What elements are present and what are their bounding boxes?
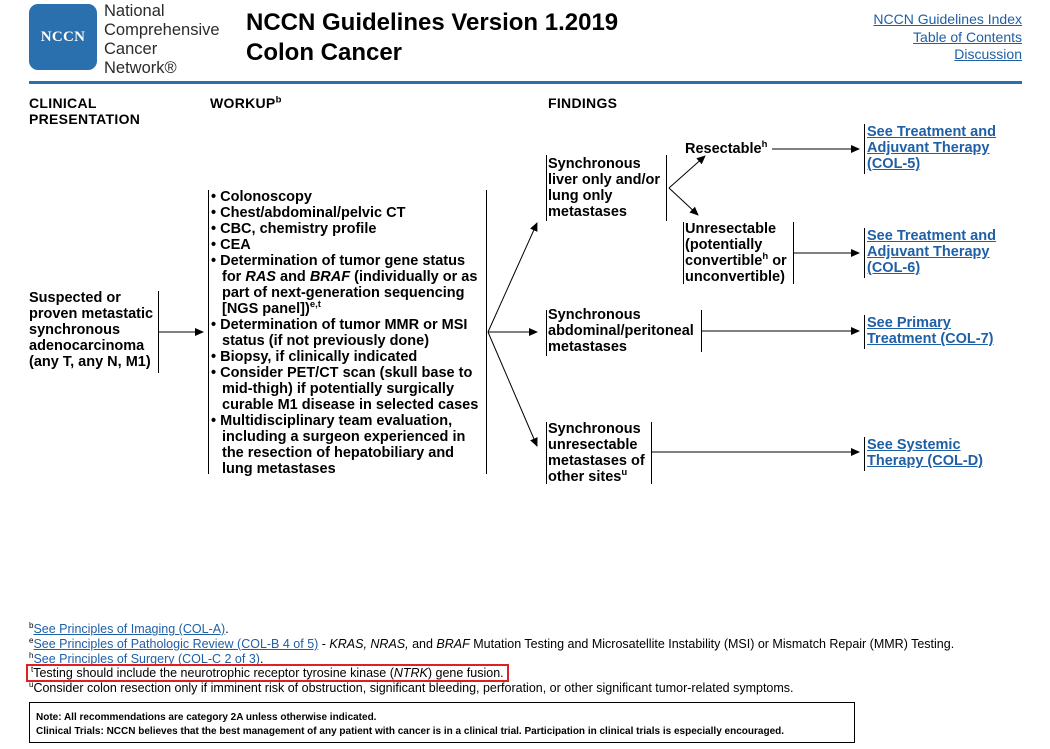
- finding-text: Synchronous unresectable metastases of other sites: [548, 421, 645, 485]
- col7-link[interactable]: [867, 315, 1007, 347]
- footnote-mark: t: [31, 664, 34, 674]
- footnote-u: [29, 681, 794, 696]
- gene-ras: RAS: [245, 269, 276, 285]
- arrow-workup-to-other-sites: [488, 332, 537, 446]
- unresectable-text: Unresectable (potentially convertible: [685, 221, 777, 269]
- title-topic: Colon Cancer: [246, 39, 403, 66]
- col5-bracket: [864, 124, 865, 174]
- clinical-trials-line: Clinical Trials: NCCN believes that the best management of any patient with cancer is in a clinical trial. Participation in clinical trials is especially encouraged.: [36, 726, 785, 737]
- unresectable-bracket-left: [683, 222, 684, 284]
- workup-item: • Consider PET/CT scan (skull base to mid-thigh) if potentially surgically curable M1 disease in selected cases: [211, 365, 485, 413]
- surgery-link[interactable]: See Principles of Surgery (COL-C 2 of 3): [33, 652, 260, 666]
- footnote-t: [29, 666, 509, 681]
- footnote-mark: h: [29, 650, 34, 660]
- cold-link-text[interactable]: See Systemic Therapy (COL-D): [867, 437, 983, 469]
- footnote-mark: u: [29, 679, 34, 689]
- workup-bracket-left: [208, 190, 209, 474]
- workup-item: • Determination of tumor MMR or MSI status (if not previously done): [211, 317, 485, 349]
- liver-lung-bracket-left: [546, 155, 547, 221]
- footnote-mark: u: [621, 467, 628, 479]
- footnote-text: Mutation Testing and Microsatellite Instability (MSI) or Mismatch Repair (MMR) Testing.: [469, 637, 955, 651]
- workup-item: • Multidisciplinary team evaluation, including a surgeon experienced in the resection of hepatobiliary and lung metastases: [211, 413, 485, 477]
- footnote-text: .: [225, 622, 229, 636]
- footnote-mark: b: [275, 94, 282, 106]
- col6-bracket: [864, 228, 865, 278]
- workup-bracket-right: [486, 190, 487, 474]
- col6-link-text[interactable]: See Treatment and Adjuvant Therapy (COL-6): [867, 228, 996, 276]
- discussion-link[interactable]: Discussion: [954, 46, 1022, 62]
- footnote-b: [29, 622, 229, 637]
- guidelines-index-link[interactable]: NCCN Guidelines Index: [873, 11, 1022, 27]
- logo-text: NCCN: [40, 28, 86, 45]
- arrow-to-resectable: [669, 156, 705, 188]
- finding-other-sites: [548, 421, 651, 485]
- pathologic-review-link[interactable]: See Principles of Pathologic Review (COL-B 4 of 5): [33, 637, 319, 651]
- gene-braf: BRAF: [436, 637, 470, 651]
- arrow-to-unresectable: [669, 188, 698, 215]
- other-sites-bracket-right: [651, 422, 652, 484]
- footnote-mark: h: [761, 139, 768, 151]
- footnote-mark: b: [29, 620, 34, 630]
- highlighted-footnote: [26, 664, 509, 682]
- gene-braf: BRAF: [309, 269, 351, 285]
- unresectable-node: [685, 221, 793, 285]
- resectable-text: Resectable: [685, 141, 762, 157]
- unresectable-bracket-right: [793, 222, 794, 284]
- col7-bracket: [864, 315, 865, 349]
- footnote-mark: e,t: [309, 299, 321, 311]
- footnote-text: ) gene fusion.: [427, 666, 504, 680]
- finding-abdominal: Synchronous abdominal/peritoneal metastases: [548, 307, 694, 355]
- presentation-bracket: [158, 291, 159, 373]
- col7-link-text[interactable]: See Primary Treatment (COL-7): [867, 315, 994, 347]
- workup-item: • CBC, chemistry profile: [211, 221, 485, 237]
- findings-heading: FINDINGS: [548, 95, 618, 111]
- abdominal-bracket-left: [546, 310, 547, 356]
- unresectable-text: or unconvertible): [685, 253, 787, 285]
- col5-link[interactable]: [867, 124, 997, 172]
- abdominal-bracket-right: [701, 310, 702, 352]
- workup-item-gene-status: [211, 253, 485, 317]
- footnote-text: -: [318, 637, 330, 651]
- note-line: Note: All recommendations are category 2A unless otherwise indicated.: [36, 712, 377, 723]
- workup-heading-text: WORKUP: [210, 95, 276, 111]
- org-line: Cancer: [104, 40, 158, 58]
- org-line: Comprehensive: [104, 21, 220, 39]
- footnote-text: and: [408, 637, 437, 651]
- org-line: National: [104, 2, 165, 20]
- gene-names: KRAS, NRAS,: [329, 637, 409, 651]
- other-sites-bracket-left: [546, 422, 547, 484]
- gene-ntrk: NTRK: [393, 666, 428, 680]
- cold-bracket: [864, 437, 865, 471]
- liver-lung-bracket-right: [666, 155, 667, 221]
- workup-box: [211, 189, 485, 477]
- table-of-contents-link[interactable]: Table of Contents: [913, 28, 1022, 45]
- item-text: (individually or as part of next-generation sequencing [NGS panel]): [222, 269, 478, 317]
- presentation-box: Suspected or proven metastatic synchronous adenocarcinoma (any T, any N, M1): [29, 290, 154, 370]
- clinical-presentation-heading: CLINICAL PRESENTATION: [29, 95, 141, 127]
- workup-item: • Colonoscopy: [211, 189, 485, 205]
- footnote-text: Consider colon resection only if imminent risk of obstruction, significant bleeding, perforation, or other significant tumor-related symptoms.: [33, 681, 794, 695]
- imaging-link[interactable]: See Principles of Imaging (COL-A): [33, 622, 226, 636]
- resectable-node: [685, 141, 767, 157]
- footnote-mark: e: [29, 635, 34, 645]
- org-line: Network®: [104, 59, 177, 77]
- footnote-text: Testing should include the neurotrophic receptor tyrosine kinase (: [33, 666, 394, 680]
- footnote-mark: h: [762, 251, 769, 263]
- footnote-e: [29, 637, 954, 652]
- footnote-text: .: [259, 652, 264, 666]
- workup-list: [211, 189, 485, 477]
- item-text: and: [275, 269, 310, 285]
- title-version: NCCN Guidelines Version 1.2019: [246, 9, 619, 36]
- col6-link[interactable]: [867, 228, 997, 276]
- workup-item: • CEA: [211, 237, 485, 253]
- arrow-workup-to-liver-lung: [488, 223, 537, 332]
- cold-link[interactable]: [867, 437, 997, 469]
- item-text: Determination of tumor gene status for: [220, 253, 466, 285]
- col5-link-text[interactable]: See Treatment and Adjuvant Therapy (COL-5): [867, 124, 996, 172]
- workup-item: • Biopsy, if clinically indicated: [211, 349, 485, 365]
- workup-item: • Chest/abdominal/pelvic CT: [211, 205, 485, 221]
- finding-liver-lung: Synchronous liver only and/or lung only metastases: [548, 156, 660, 220]
- note-box: [29, 702, 855, 743]
